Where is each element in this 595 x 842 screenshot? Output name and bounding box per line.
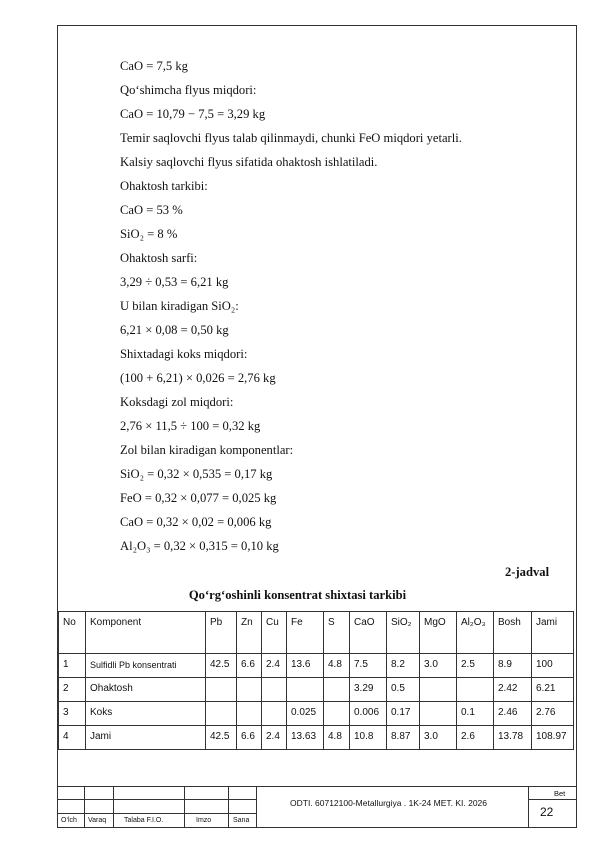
- table-cell: 8.9: [494, 654, 532, 678]
- text-line: CaO = 0,32 × 0,02 = 0,006 kg: [120, 515, 272, 529]
- table-row: [59, 654, 574, 678]
- header-cell: Cu: [262, 612, 287, 654]
- table-cell: 13.6: [287, 654, 324, 678]
- table-cell: [237, 678, 262, 702]
- table-cell: 0.006: [350, 702, 387, 726]
- text-line: Ohaktosh tarkibi:: [120, 179, 208, 193]
- table-cell: 6.21: [532, 678, 574, 702]
- table-cell: 42.5: [206, 654, 237, 678]
- page-number: 22: [540, 805, 554, 819]
- table-cell: 4.8: [324, 726, 350, 750]
- text-line: SiO₂ = 8 %: [120, 227, 178, 241]
- table-cell: [420, 678, 457, 702]
- stamp-label: Varaq: [88, 817, 107, 824]
- text-line: CaO = 10,79 − 7,5 = 3,29 kg: [120, 107, 266, 121]
- table-cell: 100: [532, 654, 574, 678]
- table-cell: 0.1: [457, 702, 494, 726]
- header-cell: CaO: [350, 612, 387, 654]
- table-cell: 7.5: [350, 654, 387, 678]
- text-line: 6,21 × 0,08 = 0,50 kg: [120, 323, 229, 337]
- table-cell: 3: [59, 702, 86, 726]
- header-cell: MgO: [420, 612, 457, 654]
- table-cell: 13.63: [287, 726, 324, 750]
- table-cell: [457, 678, 494, 702]
- header-cell: S: [324, 612, 350, 654]
- stamp-label: Imzo: [196, 817, 212, 824]
- table-row: [59, 726, 574, 750]
- table-cell: 6.6: [237, 654, 262, 678]
- table-cell: [206, 702, 237, 726]
- page-label: Bet: [554, 789, 566, 798]
- table-cell: 0.5: [387, 678, 420, 702]
- table-cell: 2.4: [262, 726, 287, 750]
- text-line: Kalsiy saqlovchi flyus sifatida ohaktosh ishlatiladi.: [120, 155, 378, 169]
- text-line: Zol bilan kiradigan komponentlar:: [120, 443, 294, 457]
- text-line: U bilan kiradigan SiO₂:: [120, 299, 239, 313]
- table-cell: 8.87: [387, 726, 420, 750]
- table-cell: Koks: [86, 702, 206, 726]
- table-cell: 10.8: [350, 726, 387, 750]
- header-cell: Fe: [287, 612, 324, 654]
- text-line: CaO = 53 %: [120, 203, 183, 217]
- table-cell: [206, 678, 237, 702]
- table-cell: 0.17: [387, 702, 420, 726]
- stamp-label: Sana: [233, 817, 250, 824]
- table-cell: Ohaktosh: [86, 678, 206, 702]
- table-cell: Sulfidli Pb konsentrati: [86, 654, 206, 678]
- table-row: [59, 702, 574, 726]
- table-cell: 2.46: [494, 702, 532, 726]
- document-code: ODTI. 60712100-Metallurgiya . 1K-24 MET. KI. 2026: [290, 798, 488, 808]
- table-cell: 2.76: [532, 702, 574, 726]
- table-row: [59, 678, 574, 702]
- text-line: Shixtadagi koks miqdori:: [120, 347, 248, 361]
- table-cell: 42.5: [206, 726, 237, 750]
- header-cell: Al₂O₃: [457, 612, 494, 654]
- header-cell: Pb: [206, 612, 237, 654]
- text-line: Qo‘shimcha flyus miqdori:: [120, 83, 257, 97]
- table-cell: [262, 702, 287, 726]
- table-cell: [324, 678, 350, 702]
- table-cell: 2.42: [494, 678, 532, 702]
- title-block-stamp: [58, 786, 576, 828]
- table-cell: 13.78: [494, 726, 532, 750]
- table-cell: [287, 678, 324, 702]
- text-line: 3,29 ÷ 0,53 = 6,21 kg: [120, 275, 229, 289]
- text-line: FeO = 0,32 × 0,077 = 0,025 kg: [120, 491, 277, 505]
- header-cell: Jami: [532, 612, 574, 654]
- table-cell: 0.025: [287, 702, 324, 726]
- table-cell: [420, 702, 457, 726]
- table-cell: 2.4: [262, 654, 287, 678]
- table-label: 2-jadval: [505, 565, 550, 579]
- table-cell: 6.6: [237, 726, 262, 750]
- table-cell: Jami: [86, 726, 206, 750]
- header-cell: No: [59, 612, 86, 654]
- table-cell: 108.97: [532, 726, 574, 750]
- text-line: (100 + 6,21) × 0,026 = 2,76 kg: [120, 371, 276, 385]
- table-cell: [324, 702, 350, 726]
- table-cell: [237, 702, 262, 726]
- composition-table: [58, 611, 574, 750]
- stamp-label: O‘lch: [61, 817, 77, 824]
- text-line: Al₂O₃ = 0,32 × 0,315 = 0,10 kg: [120, 539, 279, 553]
- text-line: Ohaktosh sarfi:: [120, 251, 198, 265]
- text-line: SiO₂ = 0,32 × 0,535 = 0,17 kg: [120, 467, 273, 481]
- table-header-row: [59, 612, 574, 654]
- table-cell: 4: [59, 726, 86, 750]
- text-line: 2,76 × 11,5 ÷ 100 = 0,32 kg: [120, 419, 261, 433]
- table-cell: 1: [59, 654, 86, 678]
- table-cell: 2: [59, 678, 86, 702]
- table-cell: 2.6: [457, 726, 494, 750]
- text-line: Temir saqlovchi flyus talab qilinmaydi, chunki FeO miqdori yetarli.: [120, 131, 462, 145]
- table-title: Qo‘rg‘oshinli konsentrat shixtasi tarkibi: [188, 588, 407, 602]
- header-cell: Komponent: [86, 612, 206, 654]
- text-line: CaO = 7,5 kg: [120, 59, 188, 73]
- stamp-label: Talaba F.I.O.: [124, 817, 164, 824]
- header-cell: Bosh: [494, 612, 532, 654]
- table-cell: 4.8: [324, 654, 350, 678]
- header-cell: Zn: [237, 612, 262, 654]
- text-line: Koksdagi zol miqdori:: [120, 395, 234, 409]
- table-cell: [262, 678, 287, 702]
- table-cell: 3.0: [420, 654, 457, 678]
- table-cell: 3.29: [350, 678, 387, 702]
- table-cell: 2.5: [457, 654, 494, 678]
- header-cell: SiO₂: [387, 612, 420, 654]
- table-cell: 3.0: [420, 726, 457, 750]
- table-cell: 8.2: [387, 654, 420, 678]
